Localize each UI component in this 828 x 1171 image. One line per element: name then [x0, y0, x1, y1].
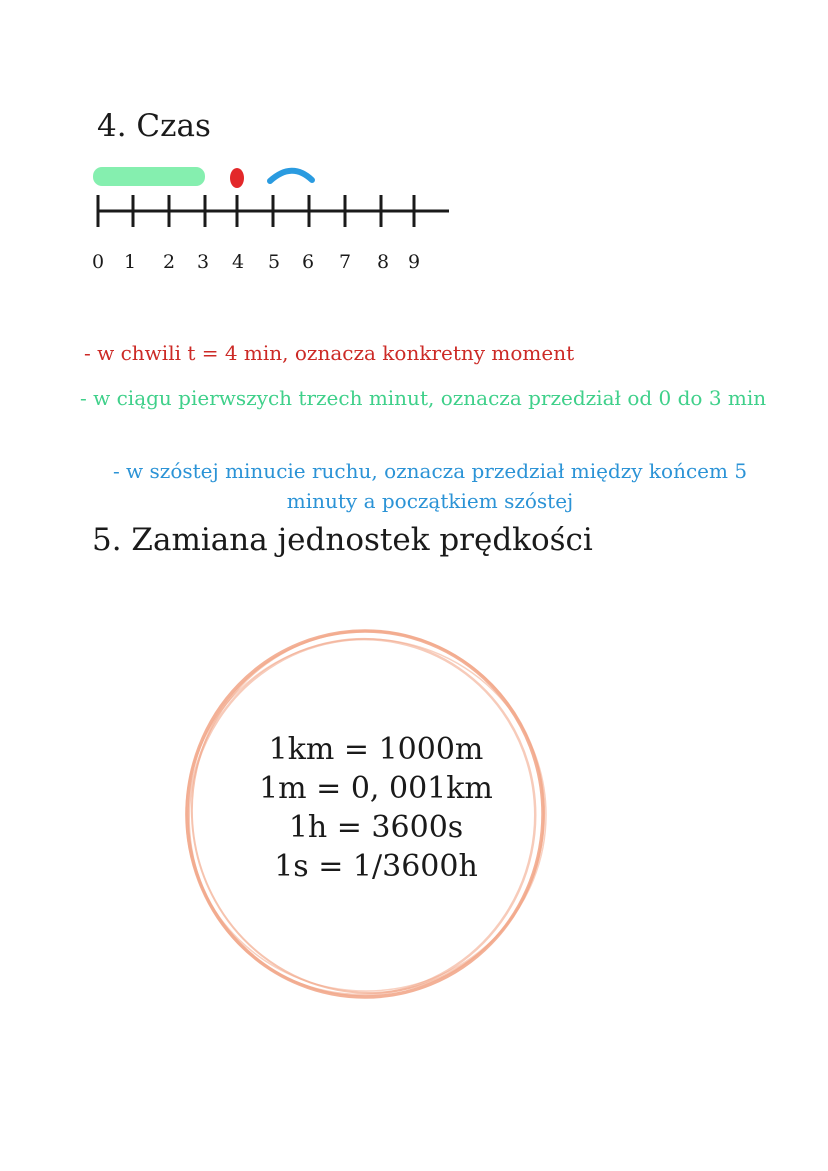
- note-sixth-minute: - w szóstej minucie ruchu, oznacza przedział między końcem 5 minuty a początkiem szóstej: [112, 459, 748, 513]
- axis-tick-label: 1: [123, 251, 137, 273]
- axis-tick-label: 5: [267, 251, 281, 273]
- axis-labels: [92, 251, 420, 273]
- moment-4-dot: [230, 168, 244, 188]
- note-moment: - w chwili t = 4 min, oznacza konkretny moment: [84, 341, 575, 365]
- number-line: [85, 155, 465, 280]
- conversion-h-s: 1h = 3600s: [288, 810, 464, 845]
- axis-tick-label: 8: [376, 251, 390, 273]
- conversion-km-m: 1km = 1000m: [268, 732, 484, 767]
- note-interval-0-3: - w ciągu pierwszych trzech minut, oznacza przedział od 0 do 3 min: [80, 386, 767, 410]
- conversion-s-h: 1s = 1/3600h: [274, 849, 478, 884]
- section-4-title: 4. Czas: [97, 108, 211, 144]
- interval-0-3-highlight: [93, 167, 205, 186]
- axis-tick-label: 7: [338, 251, 352, 273]
- conversion-m-km: 1m = 0, 001km: [259, 771, 493, 806]
- axis-tick-label: 9: [407, 251, 421, 273]
- sixth-minute-arc: [270, 171, 312, 181]
- axis-tick-label: 2: [162, 251, 176, 273]
- unit-conversions: [176, 730, 576, 886]
- axis-tick-label: 0: [91, 251, 105, 273]
- section-5-title: 5. Zamiana jednostek prędkości: [92, 522, 593, 558]
- axis-tick-label: 6: [301, 251, 315, 273]
- axis-tick-label: 3: [196, 251, 210, 273]
- axis-tick-label: 4: [231, 251, 245, 273]
